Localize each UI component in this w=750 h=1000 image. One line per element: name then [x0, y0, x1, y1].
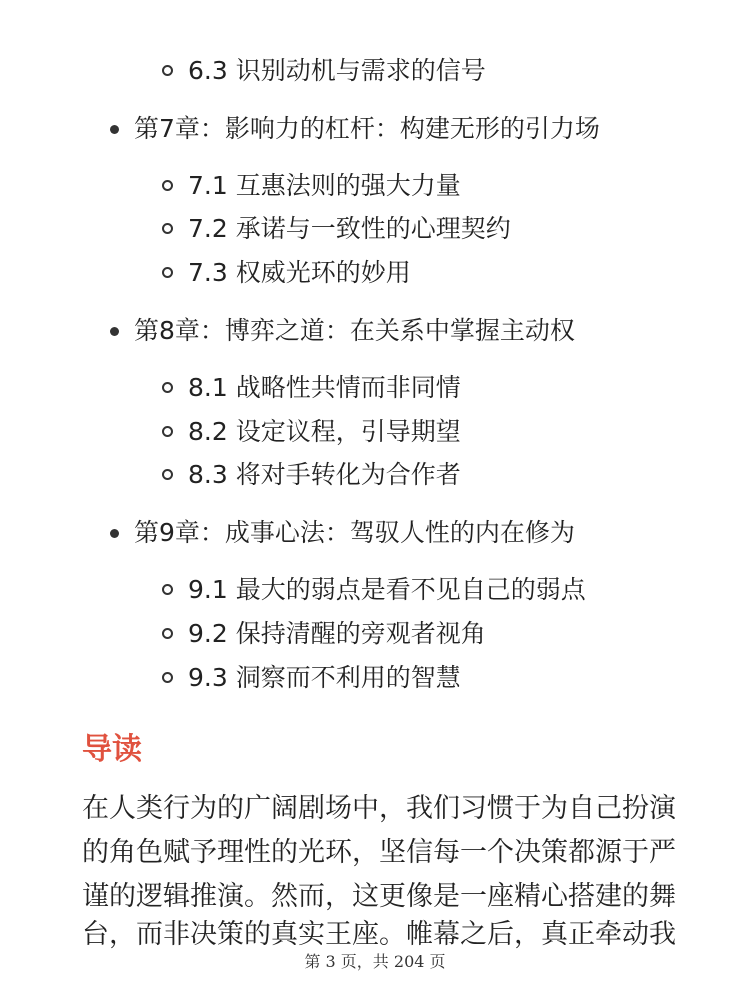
hollow-bullet-icon	[162, 180, 173, 191]
toc-section-9-3[interactable]: 9.3 洞察而不利用的智慧	[188, 663, 461, 692]
intro-paragraph-line: 在人类行为的广阔剧场中，我们习惯于为自己扮演	[82, 793, 676, 824]
hollow-bullet-icon	[162, 267, 173, 278]
toc-section-7-1[interactable]: 7.1 互惠法则的强大力量	[188, 171, 461, 200]
toc-section-8-2[interactable]: 8.2 设定议程，引导期望	[188, 417, 461, 446]
hollow-bullet-icon	[162, 65, 173, 76]
toc-section-8-3[interactable]: 8.3 将对手转化为合作者	[188, 460, 461, 489]
hollow-bullet-icon	[162, 382, 173, 393]
toc-section-8-1[interactable]: 8.1 战略性共情而非同情	[188, 373, 461, 402]
toc-section-7-2[interactable]: 7.2 承诺与一致性的心理契约	[188, 214, 511, 243]
toc-section-9-2[interactable]: 9.2 保持清醒的旁观者视角	[188, 619, 486, 648]
hollow-bullet-icon	[162, 223, 173, 234]
intro-paragraph-line: 谨的逻辑推演。然而，这更像是一座精心搭建的舞	[82, 881, 676, 912]
solid-bullet-icon	[110, 529, 119, 538]
hollow-bullet-icon	[162, 672, 173, 683]
hollow-bullet-icon	[162, 584, 173, 595]
toc-section-6-3[interactable]: 6.3 识别动机与需求的信号	[188, 56, 486, 85]
page-number-footer: 第 3 页，共 204 页	[304, 952, 446, 971]
toc-section-9-1[interactable]: 9.1 最大的弱点是看不见自己的弱点	[188, 575, 586, 604]
intro-paragraph-line: 的角色赋予理性的光环，坚信每一个决策都源于严	[82, 837, 676, 868]
toc-section-7-3[interactable]: 7.3 权威光环的妙用	[188, 258, 411, 287]
solid-bullet-icon	[110, 327, 119, 336]
toc-chapter-7[interactable]: 第7章：影响力的杠杆：构建无形的引力场	[134, 114, 600, 143]
intro-heading: 导读	[82, 732, 142, 767]
hollow-bullet-icon	[162, 469, 173, 480]
toc-chapter-9[interactable]: 第9章：成事心法：驾驭人性的内在修为	[134, 518, 575, 547]
toc-chapter-8[interactable]: 第8章：博弈之道：在关系中掌握主动权	[134, 316, 575, 345]
solid-bullet-icon	[110, 125, 119, 134]
hollow-bullet-icon	[162, 426, 173, 437]
hollow-bullet-icon	[162, 628, 173, 639]
intro-paragraph-line: 台，而非决策的真实王座。帷幕之后，真正牵动我	[82, 919, 676, 950]
